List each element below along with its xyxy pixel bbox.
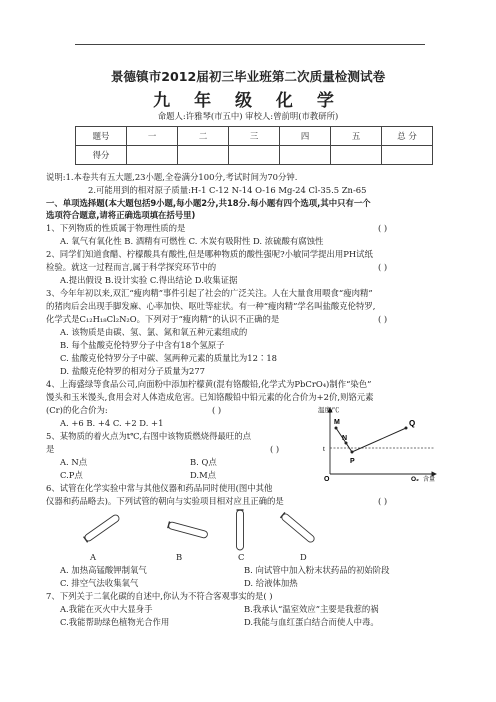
score-table-score-row xyxy=(76,146,433,165)
option-a: A.我能在灭火中大显身手 xyxy=(60,604,153,614)
question-stem: 仪器和药品略去)。下列试管的朝向与实验项目相对应且正确的是 xyxy=(46,496,284,506)
question-options: A.提出假设 B.设计实验 C.得出结论 D.收集证据 xyxy=(60,275,238,285)
score-input-cell[interactable] xyxy=(229,146,280,165)
answer-bracket[interactable]: ( ) xyxy=(212,405,222,415)
tube-label-c: C xyxy=(238,552,245,562)
score-input-cell[interactable] xyxy=(127,146,178,165)
option-c: C.我能帮助绿色植物光合作用 xyxy=(60,617,170,627)
option-d: D. 盐酸克伦特罗的相对分子质量为277 xyxy=(60,366,205,376)
test-tube-c xyxy=(237,510,244,550)
option-a: A. N点 xyxy=(60,457,88,467)
option-c: C. 盐酸克伦特罗分子中碳、氢两种元素的质量比为12∶18 xyxy=(60,353,277,363)
question-stem: 3、今年年初以来,双汇“瘦肉精”事件引起了社会的广泛关注。人在大量食用喂食“瘦肉精” xyxy=(46,288,373,298)
section-heading: 一、单项选择题(本大题包括9小题,每小题2分,共18分.每小题有四个选项,其中只有一个 xyxy=(46,198,371,208)
question-stem: 4、上海盛绿等食品公司,向面粉中添加柠檬黄(混有铬酸铅,化学式为PbCrO₄)制作“染色” xyxy=(46,379,372,389)
score-cell: 五 xyxy=(331,127,382,146)
option-a: A. 加热高锰酸钾制氧气 xyxy=(60,565,147,575)
question-stem: 化学式是C₁₂H₁₈Cl₂N₂O。下列对于“瘦肉精”的认识不正确的是 xyxy=(46,314,280,324)
exam-subtitle: 九 年 级 化 学 xyxy=(153,91,343,111)
section-heading: 选项符合题意,请将正确选项填在括号里) xyxy=(46,210,196,220)
score-input-cell[interactable] xyxy=(331,146,382,165)
score-cell: 题号 xyxy=(76,127,127,146)
graph-q-label: Q xyxy=(409,419,416,428)
point-p xyxy=(351,451,354,454)
question-stem: 的猪肉后会出现手脚发麻、心率加快、呕吐等症状。有一种“瘦肉精”学名叫盐酸克伦特罗, xyxy=(46,301,376,311)
option-d: D. 给液体加热 xyxy=(244,578,298,588)
combustion-graph xyxy=(316,402,446,482)
option-b: B. Q点 xyxy=(190,457,217,467)
question-options: A. 氧气有氧化性 B. 酒精有可燃性 C. 木炭有吸附性 D. 浓硫酸有腐蚀性 xyxy=(60,236,324,246)
question-stem: 6、试管在化学实验中常与其他仪器和药品同时使用(图中其他 xyxy=(46,483,273,493)
question-stem: 检验。就这一过程而言,属于科学探究环节中的 xyxy=(46,262,217,272)
graph-xlabel-unit: 含量 xyxy=(423,477,436,482)
answer-bracket[interactable]: ( ) xyxy=(378,496,388,506)
option-b: B. 每个盐酸克伦特罗分子中含有18个氢原子 xyxy=(60,340,225,350)
score-input-cell[interactable] xyxy=(280,146,331,165)
score-cell: 二 xyxy=(178,127,229,146)
question-stem: 馒头和玉米馒头,食用会对人体造成危害。已知铬酸铅中铅元素的化合价为+2价,则铬元素 xyxy=(46,392,374,402)
graph-ylabel: 温度/℃ xyxy=(318,407,340,414)
score-table xyxy=(75,126,433,165)
point-q xyxy=(405,427,408,430)
option-b: B.我承认“温室效应”主要是我惹的祸 xyxy=(244,604,379,614)
score-input-cell[interactable] xyxy=(178,146,229,165)
score-cell: 得分 xyxy=(76,146,127,165)
score-cell: 三 xyxy=(229,127,280,146)
score-table-header-row xyxy=(76,127,433,146)
graph-t-label: t xyxy=(323,446,325,453)
answer-bracket[interactable]: ( ) xyxy=(378,262,388,272)
question-stem: 7、下列关于二氧化碳的自述中,你认为不符合客观事实的是( ) xyxy=(46,591,273,601)
score-cell: 总 分 xyxy=(382,127,433,146)
score-cell: 四 xyxy=(280,127,331,146)
test-tube-b xyxy=(168,521,208,538)
note-line: 2.可能用到的相对原子质量:H-1 C-12 N-14 O-16 Mg-24 Cl-35.5 Zn-65 xyxy=(88,185,367,195)
question-stem: 1、下列物质的性质属于物理性质的是 xyxy=(46,223,186,233)
answer-bracket[interactable]: ( ) xyxy=(378,223,388,233)
answer-bracket[interactable]: ( ) xyxy=(270,444,280,454)
test-tube-d xyxy=(280,512,315,543)
exam-title: 景德镇市2012届初三毕业班第二次质量检测试卷 xyxy=(110,69,386,84)
tube-label-a: A xyxy=(90,552,97,562)
option-a: A. 该物质是由碳、氢、氯、氮和氧五种元素组成的 xyxy=(60,327,248,337)
answer-bracket[interactable]: ( ) xyxy=(378,314,388,324)
header-rule xyxy=(75,44,425,45)
graph-p-label: P xyxy=(350,458,355,465)
question-stem: 5、某物质的着火点为t℃,右图中该物质燃烧得最旺的点 xyxy=(46,431,251,441)
test-tube-a xyxy=(84,514,121,543)
tube-label-d: D xyxy=(300,552,307,562)
option-d: D.我能与血红蛋白结合而使人中毒。 xyxy=(244,617,379,627)
option-c: C. 排空气法收集氧气 xyxy=(60,578,139,588)
test-tube-diagram xyxy=(70,506,330,556)
point-m xyxy=(335,427,338,430)
score-cell: 一 xyxy=(127,127,178,146)
graph-m-label: M xyxy=(334,419,340,426)
question-stem: (Cr)的化合价为: xyxy=(46,405,108,415)
graph-origin-label: O xyxy=(324,476,330,482)
score-input-cell[interactable] xyxy=(382,146,433,165)
question-stem: 2、同学们知道食醋、柠檬酸具有酸性,但是哪种物质的酸性强呢?小敏同学提出用PH试纸 xyxy=(46,249,373,259)
tube-label-b: B xyxy=(176,552,183,562)
exam-authors: 命题人:许雅琴(市五中) 审校人:曾前明(市教研所) xyxy=(157,111,339,121)
question-stem: 是 xyxy=(46,444,55,454)
option-c: C.P点 xyxy=(60,470,83,480)
option-b: B. 向试管中加入粉末状药品的初始阶段 xyxy=(244,565,390,575)
question-options: A. +6 B. +4 C. +2 D. +1 xyxy=(60,418,164,428)
graph-n-label: N xyxy=(342,435,348,442)
note-line: 说明:1.本卷共有五大题,23小题,全卷满分100分,考试时间为70分钟. xyxy=(46,172,298,182)
option-d: D.M点 xyxy=(190,470,217,480)
graph-xlabel-o2: O₂ xyxy=(411,476,419,482)
